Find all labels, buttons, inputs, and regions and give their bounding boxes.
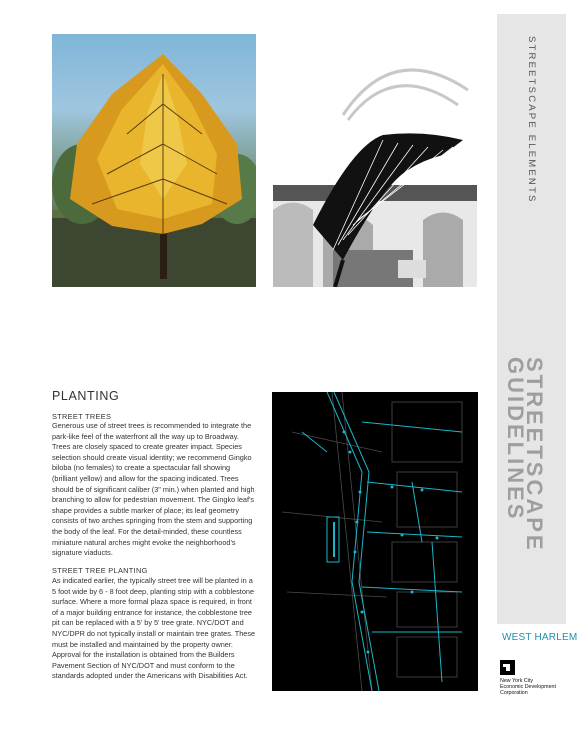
nycedc-logo xyxy=(500,660,515,675)
street-trees-body: Generous use of street trees is recommended to integrate the park-like feel of the waterfront all the way up to Broadway. Trees are closely spaced to create greater impact. Species selection should create visual identity; we recommend Gingko biloba (no females) to create a spectacular fall showing (brilliant yellow) and allow for the spacing indicated. Trees should be of significant caliber (3" min.) when planted and high branching to allow for pedestrian movement. The Gingko leaf's shape provides a subtle marker of place; its leaf geometry consists of two arches springing from the stem and supporting the body of the leaf. For the detail-minded, these countless miniature natural arches might evoke the neighborhood's signature viaducts. xyxy=(52,421,255,558)
org-line-1: New York City xyxy=(500,678,533,684)
guidelines-line-2: GUIDELINES xyxy=(503,357,528,522)
ginkgo-leaf-viaduct-image xyxy=(273,35,477,287)
street-tree-planting-body: As indicated earlier, the typically street tree will be planted in a 5 foot wide by 6 - 8 foot deep, planting strip with a cobblestone surface. Where a more formal plaza space is required, in front of a major building entrance for instance, the cobblestone tree pit can be replaced with a 5' by 5' tree grate. NYC/DOT and NYC/DPR do not typically install or maintain tree grates. These must be installed and maintained by the property owner. Approval for the installation is obtained from the Builders Pavement Section of NYC/DOT and must conform to the standards adopted under the Americans with Disabilities Act. xyxy=(52,576,256,681)
sidebar-vertical-title: STREETSCAPE ELEMENTS xyxy=(526,36,537,204)
guidelines-line-1: STREETSCAPE xyxy=(522,357,547,553)
ginkgo-tree-photo xyxy=(52,34,256,287)
streetscape-guidelines-title xyxy=(503,357,547,553)
district-label: WEST HARLEM xyxy=(502,632,578,643)
organization-name xyxy=(500,678,570,697)
section-title: PLANTING xyxy=(52,389,120,403)
street-trees-heading: STREET TREES xyxy=(52,412,112,421)
org-line-3: Corporation xyxy=(500,690,528,697)
street-tree-planting-heading: STREET TREE PLANTING xyxy=(52,566,148,575)
org-line-2: Economic Development xyxy=(500,684,556,691)
street-tree-plan-map xyxy=(272,392,478,691)
